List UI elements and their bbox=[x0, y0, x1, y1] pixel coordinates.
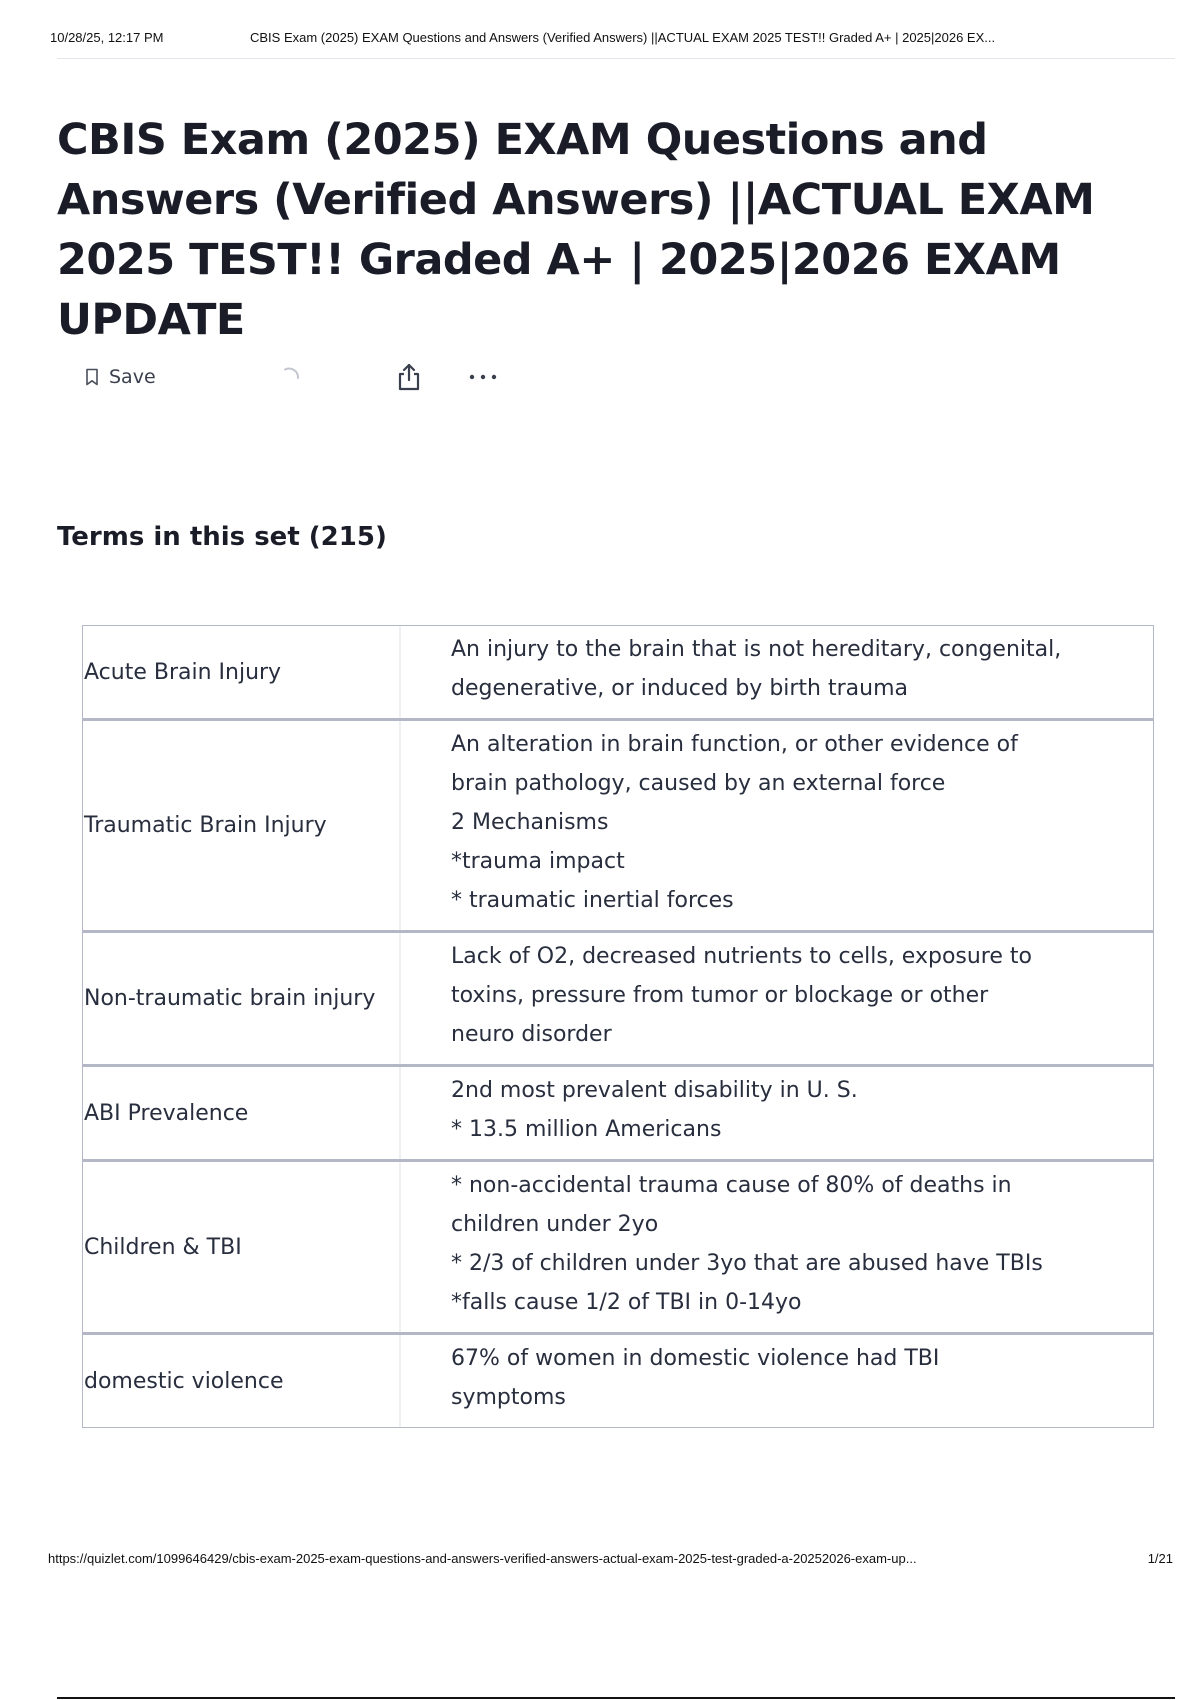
set-toolbar bbox=[85, 360, 525, 394]
definition-line: symptoms bbox=[451, 1385, 566, 1410]
header-divider bbox=[57, 58, 1175, 59]
term-cell: Acute Brain Injury bbox=[83, 626, 401, 718]
term-row bbox=[83, 1162, 1153, 1335]
definition-line: An injury to the brain that is not hereditary, congenital, bbox=[451, 637, 1062, 662]
definition-cell bbox=[401, 721, 1153, 930]
definition-line: *trauma impact bbox=[451, 849, 625, 874]
definition-line: toxins, pressure from tumor or blockage or other bbox=[451, 983, 989, 1008]
print-datetime: 10/28/25, 12:17 PM bbox=[50, 30, 164, 45]
terms-heading: Terms in this set (215) bbox=[57, 522, 387, 552]
definition-line: brain pathology, caused by an external force bbox=[451, 771, 946, 796]
definition-cell bbox=[401, 1067, 1153, 1159]
save-button-label: Save bbox=[109, 366, 156, 388]
page-title: CBIS Exam (2025) EXAM Questions and Answers (Verified Answers) ||ACTUAL EXAM 2025 TEST!! Graded A+ | 2025|2026 EXAM UPDATE bbox=[57, 115, 1095, 345]
term-row bbox=[83, 626, 1153, 721]
definition-line: children under 2yo bbox=[451, 1212, 659, 1237]
definition-line: 67% of women in domestic violence had TBI bbox=[451, 1346, 940, 1371]
definition-line: *falls cause 1/2 of TBI in 0-14yo bbox=[451, 1290, 802, 1315]
definition-line: * 13.5 million Americans bbox=[451, 1117, 722, 1142]
term-cell: Traumatic Brain Injury bbox=[83, 721, 401, 930]
page-indicator: 1/21 bbox=[1147, 1551, 1173, 1566]
definition-cell bbox=[401, 626, 1153, 718]
print-footer bbox=[48, 1551, 1188, 1566]
share-icon[interactable] bbox=[395, 362, 423, 392]
bookmark-icon bbox=[85, 368, 99, 386]
save-button[interactable] bbox=[85, 360, 156, 394]
definition-line: 2 Mechanisms bbox=[451, 810, 609, 835]
definition-line: 2nd most prevalent disability in U. S. bbox=[451, 1078, 858, 1103]
definition-line: Lack of O2, decreased nutrients to cells, exposure to bbox=[451, 944, 1032, 969]
term-row bbox=[83, 721, 1153, 933]
definition-cell bbox=[401, 933, 1153, 1064]
definition-line: An alteration in brain function, or other evidence of bbox=[451, 732, 1018, 757]
term-cell: Non-traumatic brain injury bbox=[83, 933, 401, 1064]
spinner-icon bbox=[277, 364, 303, 390]
definition-cell bbox=[401, 1162, 1153, 1332]
print-document-title: CBIS Exam (2025) EXAM Questions and Answers (Verified Answers) ||ACTUAL EXAM 2025 TEST!! Graded A+ | 2025|2026 EX... bbox=[250, 30, 996, 45]
terms-table bbox=[82, 625, 1154, 1428]
term-cell: ABI Prevalence bbox=[83, 1067, 401, 1159]
definition-line: degenerative, or induced by birth trauma bbox=[451, 676, 909, 701]
definition-line: neuro disorder bbox=[451, 1022, 612, 1047]
term-cell: domestic violence bbox=[83, 1335, 401, 1427]
definition-line: * non-accidental trauma cause of 80% of deaths in bbox=[451, 1173, 1012, 1198]
term-row bbox=[83, 1067, 1153, 1162]
term-row bbox=[83, 933, 1153, 1067]
print-header bbox=[50, 30, 1175, 45]
term-cell: Children & TBI bbox=[83, 1162, 401, 1332]
definition-cell bbox=[401, 1335, 1153, 1427]
bottom-divider bbox=[57, 1697, 1175, 1699]
definition-line: * traumatic inertial forces bbox=[451, 888, 734, 913]
print-url: https://quizlet.com/1099646429/cbis-exam-2025-exam-questions-and-answers-verified-answers-actual-exam-2025-test-graded-a-20252026-exam-up... bbox=[48, 1551, 917, 1566]
term-row bbox=[83, 1335, 1153, 1427]
definition-line: * 2/3 of children under 3yo that are abused have TBIs bbox=[451, 1251, 1043, 1276]
more-icon[interactable] bbox=[468, 370, 498, 384]
